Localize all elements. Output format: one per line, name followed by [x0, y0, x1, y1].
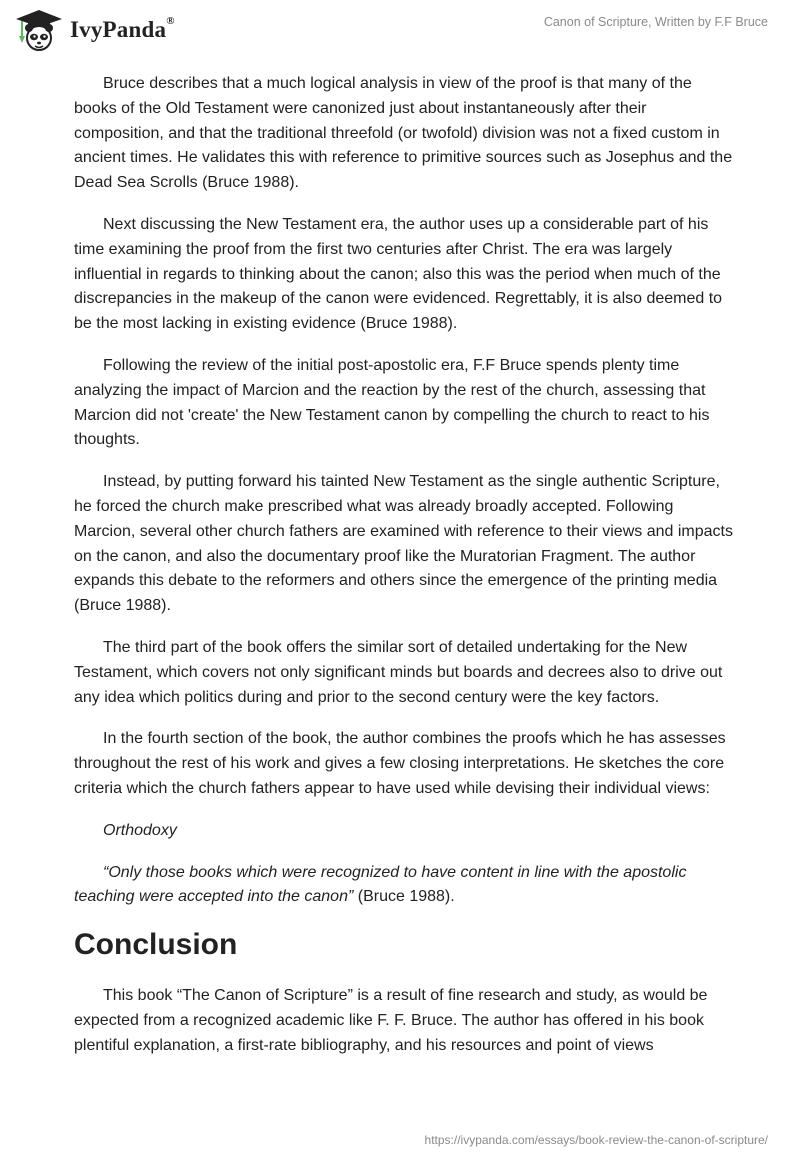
brand-logo[interactable]: [14, 8, 175, 52]
document-title: Canon of Scripture, Written by F.F Bruce: [543, 15, 768, 29]
paragraph: The third part of the book offers the similar sort of detailed undertaking for the New Testament, which covers not only significant minds but boards and decrees also to drive out any idea which politics during and prior to the second century were the key factors.: [74, 638, 723, 706]
brand-name: IvyPanda®: [70, 15, 175, 42]
quote-paragraph: [74, 861, 734, 911]
paragraph: Instead, by putting forward his tainted New Testament as the single authentic Scripture, he forced the church make prescribed what was already broadly accepted. Following Marcion, several other church fathers are examined with reference to their views and impacts on the canon, and also the documentary proof like the Muratorian Fragment. The author expands this debate to the reformers and others since the emergence of the printing media (Bruce 1988).: [74, 473, 733, 615]
paragraph: Bruce describes that a much logical analysis in view of the proof is that many of the books of the Old Testament were canonized just about instantaneously after their composition, and that the traditional threefold (or twofold) division was not a fixed custom in ancient times. He validates this with reference to primitive sources such as Josephus and the Dead Sea Scrolls (Bruce 1988).: [74, 75, 733, 192]
paragraph: In the fourth section of the book, the author combines the proofs which he has assesses throughout the rest of his work and gives a few closing interpretations. He sketches the core criteria which the church fathers appear to have used while devising their individual views:: [74, 730, 726, 797]
conclusion-heading: Conclusion: [74, 928, 238, 962]
quote-text: “Only those books which were recognized to have content in line with the apostolic teaching were accepted into the canon”: [74, 863, 687, 906]
ivypanda-logo-icon: [14, 8, 64, 52]
conclusion-paragraph: This book “The Canon of Scripture” is a result of fine research and study, as would be expected from a recognized academic like F. F. Bruce. The author has offered in his book plentiful explanation, a first-rate bibliography, and his resources and point of views: [74, 987, 708, 1054]
paragraph: Following the review of the initial post-apostolic era, F.F Bruce spends plenty time analyzing the impact of Marcion and the reaction by the rest of the church, assessing that Marcion did not 'create' the New Testament canon by compelling the church to react to his thoughts.: [74, 356, 710, 449]
essay-body: [74, 72, 734, 1076]
source-url[interactable]: https://ivypanda.com/essays/book-review-the-canon-of-scripture/: [424, 1133, 768, 1147]
paragraph: Next discussing the New Testament era, the author uses up a considerable part of his time examining the proof from the first two centuries after Christ. The era was largely influential in regards to thinking about the canon; also this was the period when much of the discrepancies in the makeup of the canon were evidenced. Regrettably, it is also deemed to be the most lacking in existing evidence (Bruce 1988).: [74, 215, 723, 333]
criterion-label: Orthodoxy: [103, 821, 177, 839]
quote-citation: (Bruce 1988).: [353, 888, 455, 906]
page-header: [0, 0, 800, 66]
